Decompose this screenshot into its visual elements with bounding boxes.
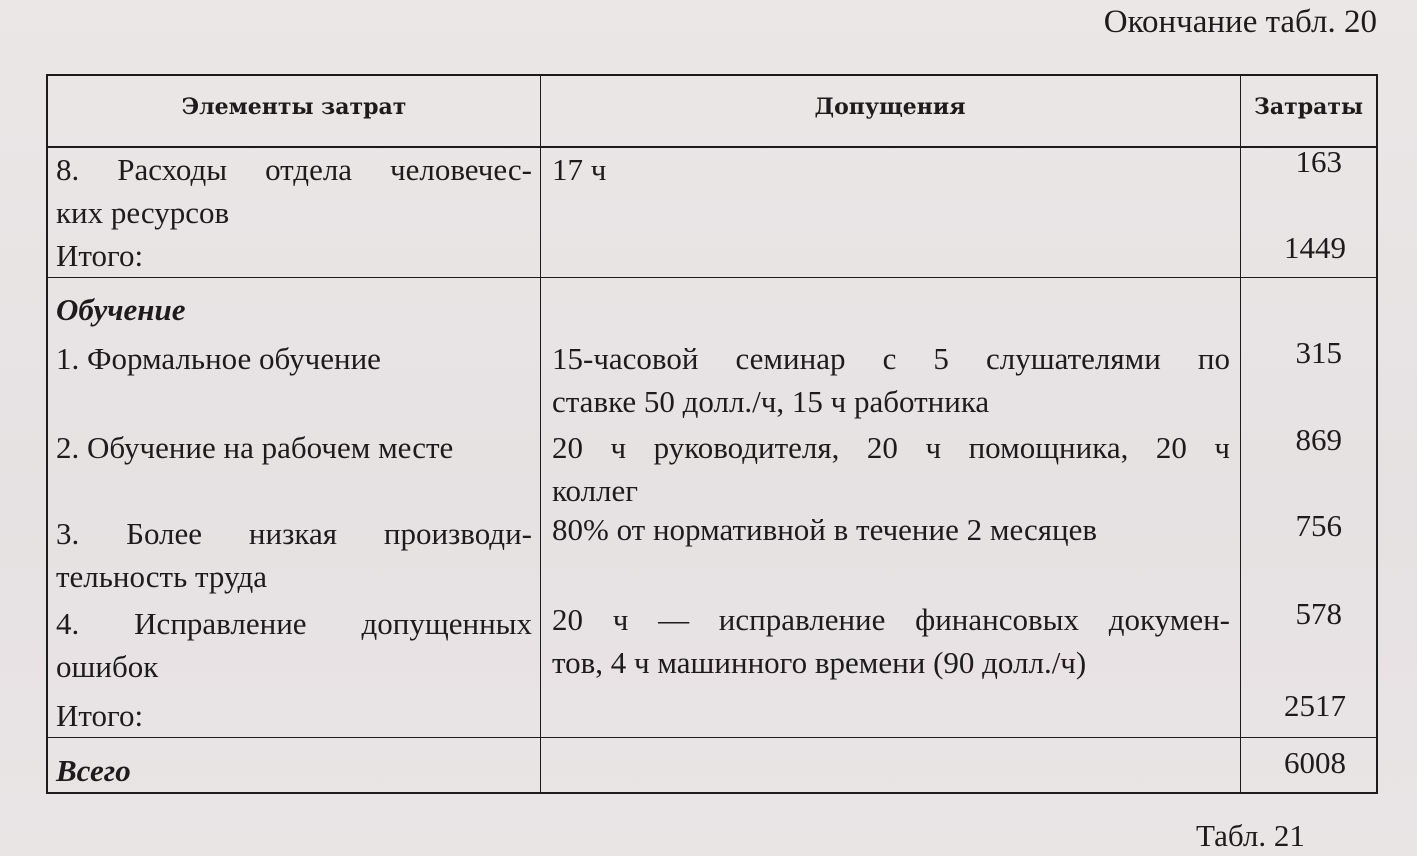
table-row-4-element (56, 602, 532, 688)
section-title-training: Обучение (56, 292, 186, 327)
element-line: ких ресурсов (56, 195, 230, 230)
element-line: ошибок (56, 649, 159, 684)
table-row-3-element (56, 512, 532, 598)
section1-total-label: Итого: (56, 238, 144, 273)
table-row-2-cost: 869 (1295, 422, 1342, 457)
section1-total-value: 1449 (1284, 230, 1346, 265)
table-row-8-element (56, 148, 532, 234)
section2-total-label: Итого: (56, 698, 144, 733)
table-row-3-cost: 756 (1295, 508, 1342, 543)
assumption-line: ставке 50 долл./ч, 15 ч работника (552, 384, 990, 419)
table-row-1-element: 1. Формальное обучение (56, 341, 381, 376)
table-row-4-cost: 578 (1295, 596, 1342, 631)
next-table-caption-fragment: Табл. 21 (1196, 818, 1305, 853)
header-assumptions: Допущения (814, 94, 966, 120)
assumption-line: коллег (552, 473, 638, 508)
element-line: тельность труда (56, 559, 268, 594)
table-row-4-assumption (552, 598, 1230, 684)
header-elements: Элементы затрат (181, 94, 407, 120)
table-row-1-cost: 315 (1295, 335, 1342, 370)
cost-table (46, 74, 1378, 794)
header-costs: Затраты (1253, 94, 1364, 120)
table-row-8-cost: 163 (1295, 144, 1342, 179)
assumption-line: 15-часовой семинар с 5 слушателями по (552, 341, 1230, 376)
element-line: 4. Исправление допущенных (56, 606, 532, 641)
element-line: 8. Расходы отдела человечес- (56, 152, 532, 187)
table-row-2-assumption (552, 426, 1230, 512)
table-row-3-assumption: 80% от нормативной в течение 2 месяцев (552, 512, 1098, 547)
table-row-8-assumption: 17 ч (552, 152, 607, 187)
section2-total-value: 2517 (1284, 688, 1346, 723)
column-divider-1 (540, 76, 541, 792)
grand-total-value: 6008 (1284, 745, 1346, 780)
assumption-line: 20 ч руководителя, 20 ч помощника, 20 ч (552, 430, 1230, 465)
total-divider (48, 737, 1376, 738)
assumption-line: 20 ч — исправление финансовых докумен- (552, 602, 1230, 637)
table-caption: Окончание табл. 20 (1103, 4, 1377, 40)
grand-total-label: Всего (56, 753, 131, 788)
section-divider (48, 277, 1376, 278)
table-row-2-element: 2. Обучение на рабочем месте (56, 430, 454, 465)
assumption-line: тов, 4 ч машинного времени (90 долл./ч) (552, 645, 1087, 680)
table-row-1-assumption (552, 337, 1230, 423)
element-line: 3. Более низкая производи- (56, 516, 532, 551)
